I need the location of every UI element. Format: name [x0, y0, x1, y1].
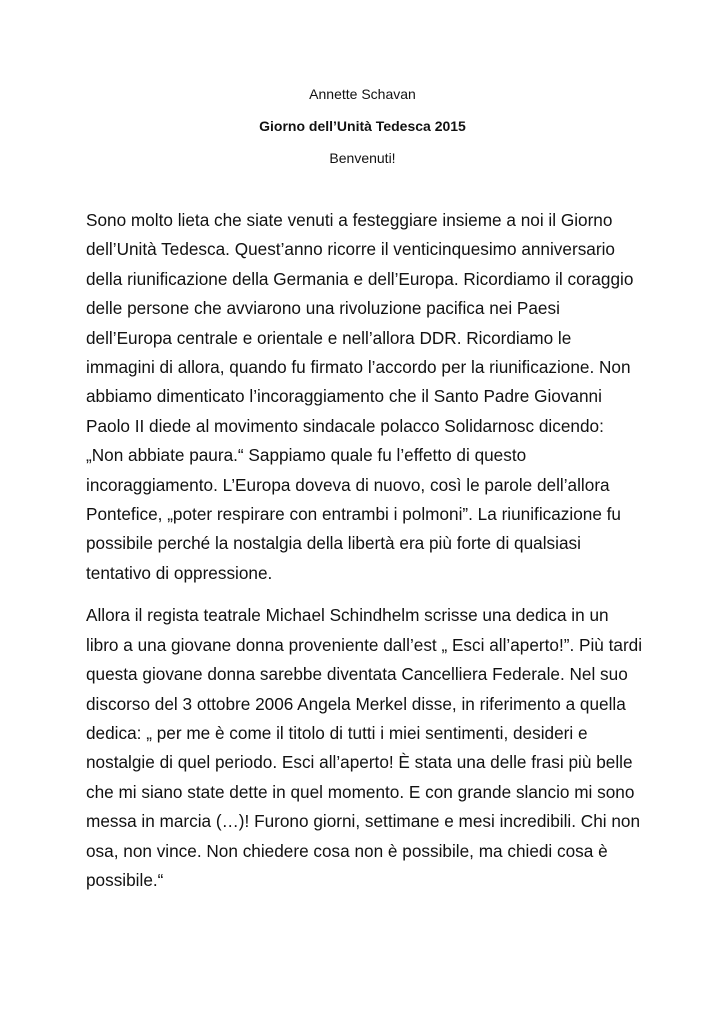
text-line: nostalgie di quel periodo. Esci all’aperto! È stata una delle frasi più belle — [86, 752, 633, 773]
text-line: Paolo II diede al movimento sindacale polacco Solidarnosc dicendo: — [86, 415, 604, 436]
text-line: incoraggiamento. L’Europa doveva di nuovo, così le parole dell’allora — [86, 474, 610, 495]
text-line: immagini di allora, quando fu firmato l’accordo per la riunificazione. Non — [86, 357, 631, 378]
text-line: questa giovane donna sarebbe diventata Cancelliera Federale. Nel suo — [86, 664, 628, 685]
text-line: tentativo di oppressione. — [86, 562, 273, 583]
author-name: Annette Schavan — [309, 86, 416, 102]
text-line: discorso del 3 ottobre 2006 Angela Merkel disse, in riferimento a quella — [86, 693, 626, 714]
text-line: Allora il regista teatrale Michael Schindhelm scrisse una dedica in un — [86, 605, 609, 626]
document-body — [86, 206, 646, 895]
text-line: possibile.“ — [86, 869, 164, 890]
text-line: dell’Unità Tedesca. Quest’anno ricorre il venticinquesimo anniversario — [86, 239, 615, 260]
document-title: Giorno dell’Unità Tedesca 2015 — [259, 118, 466, 134]
text-line: osa, non vince. Non chiedere cosa non è possibile, ma chiedi cosa è — [86, 840, 608, 861]
text-line: possibile perché la nostalgia della libertà era più forte di qualsiasi — [86, 533, 581, 554]
text-line: Pontefice, „poter respirare con entrambi i polmoni”. La riunificazione fu — [86, 504, 621, 525]
text-line: libro a una giovane donna proveniente dall’est „ Esci all’aperto!”. Più tardi — [86, 634, 643, 655]
paragraph-2 — [86, 601, 646, 895]
text-line: delle persone che avviarono una rivoluzione pacifica nei Paesi — [86, 298, 560, 319]
text-line: abbiamo dimenticato l’incoraggiamento che il Santo Padre Giovanni — [86, 386, 602, 407]
text-line: dell’Europa centrale e orientale e nell’allora DDR. Ricordiamo le — [86, 327, 572, 348]
text-line: che mi siano state dette in quel momento. E con grande slancio mi sono — [86, 781, 635, 802]
text-line: della riunificazione della Germania e dell’Europa. Ricordiamo il coraggio — [86, 268, 634, 289]
text-line: „Non abbiate paura.“ Sappiamo quale fu l’effetto di questo — [86, 445, 527, 466]
paragraph-1 — [86, 206, 646, 588]
text-line: messa in marcia (…)! Furono giorni, settimane e mesi incredibili. Chi non — [86, 811, 641, 832]
text-line: dedica: „ per me è come il titolo di tutti i miei sentimenti, desideri e — [86, 722, 588, 743]
greeting: Benvenuti! — [329, 150, 396, 166]
text-line: Sono molto lieta che siate venuti a festeggiare insieme a noi il Giorno — [86, 210, 613, 230]
